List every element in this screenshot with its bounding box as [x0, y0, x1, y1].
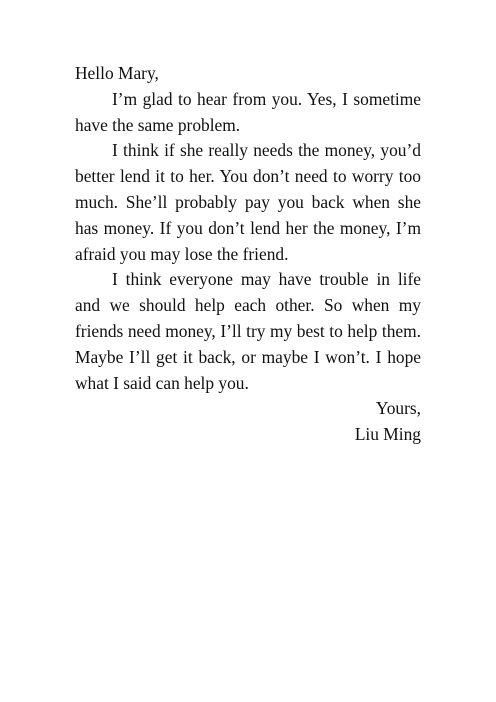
letter-paragraph: I think if she really needs the money, you’d better lend it to her. You don’t need to worry too much. She’ll probably pay you back when she has money. If you don’t lend her the money, I’m afraid you may lose the friend. — [75, 140, 421, 264]
letter-closing: Yours, — [375, 398, 421, 419]
letter-paragraph: I think everyone may have trouble in life and we should help each other. So when my friends need money, I’ll try my best to help them. Maybe I’ll get it back, or maybe I won’t. I hope what I said can help you. — [75, 269, 421, 393]
letter-signature: Liu Ming — [354, 424, 421, 445]
letter — [75, 61, 421, 448]
letter-paragraph: I’m glad to hear from you. Yes, I sometime have the same problem. — [75, 88, 421, 135]
letter-greeting: Hello Mary, — [75, 63, 159, 83]
